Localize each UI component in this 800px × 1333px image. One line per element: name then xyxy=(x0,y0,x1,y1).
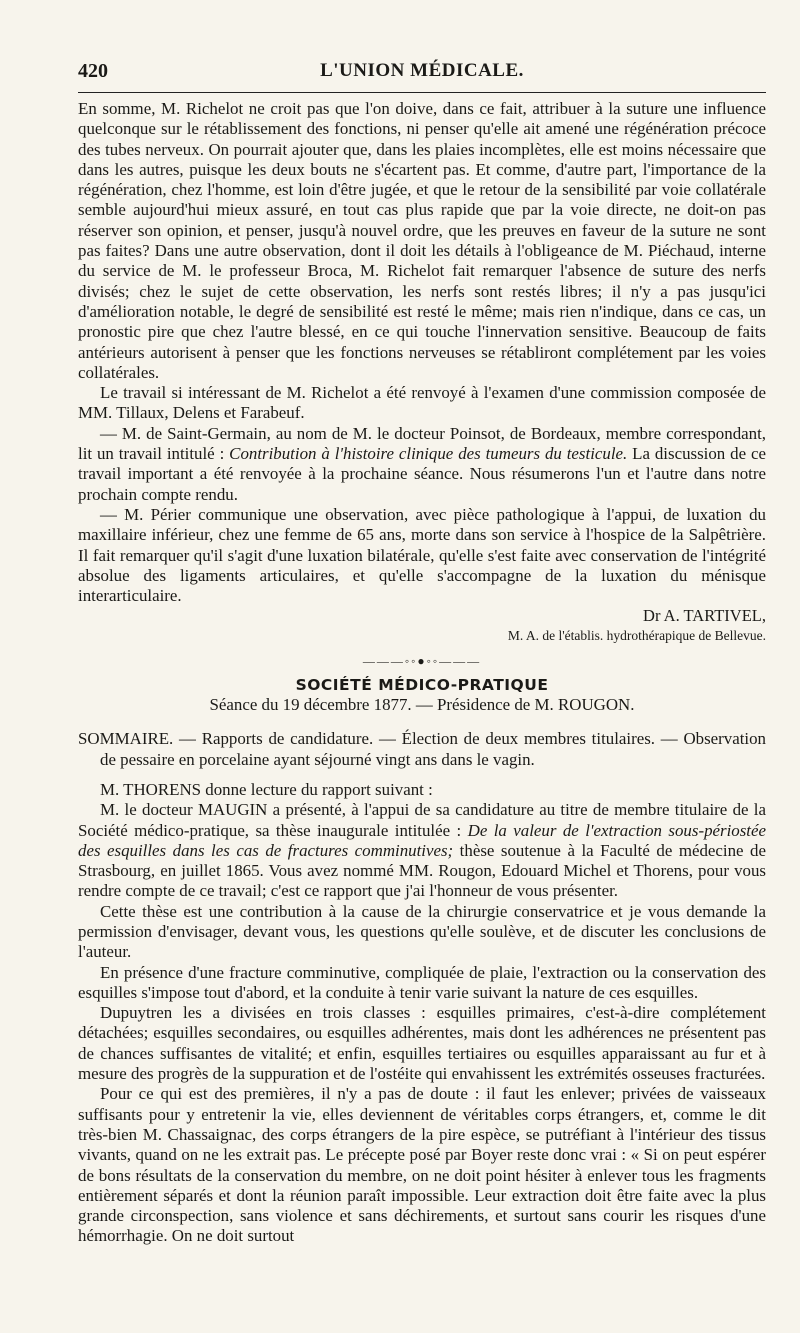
paragraph-text: La discussion de ce travail important a été renvoyée à la prochaine séance. Nous résumerons l'un et l'autre dans notre prochain compte rendu. xyxy=(78,444,766,504)
work-title: Contribution à l'histoire clinique des tumeurs du testicule. xyxy=(229,444,628,464)
paragraph: Le travail si intéressant de M. Richelot a été renvoyé à l'examen d'une commission composée de MM. Tillaux, Delens et Farabeuf. xyxy=(78,383,766,423)
paragraph: En présence d'une fracture comminutive, compliquée de plaie, l'extraction ou la conservation des esquilles s'impose tout d'abord, et la conduite à tenir varie suivant la nature de ces esquilles. xyxy=(78,962,766,1002)
signature-name: Dr A. TARTIVEL, xyxy=(643,606,766,626)
paragraph: Cette thèse est une contribution à la cause de la chirurgie conservatrice et je vous demande la permission d'envisager, devant vous, les questions qu'elle soulève, et de discuter les conclusions de l'auteur. xyxy=(78,901,766,962)
paragraph xyxy=(78,800,766,901)
page-number: 420 xyxy=(78,60,108,82)
section-title: SOCIÉTÉ MÉDICO-PRATIQUE xyxy=(295,675,549,694)
thesis-title: De la valeur de l'extraction sous-périostée des esquilles dans les cas de fractures comminutives; xyxy=(78,820,766,860)
summary-text: — Rapports de candidature. — Élection de deux membres titulaires. — Observation de pessaire en porcelaine ayant séjourné vingt ans dans le vagin. xyxy=(100,729,766,769)
paragraph xyxy=(78,424,766,505)
paragraph: — M. Périer communique une observation, avec pièce pathologique à l'appui, de luxation du maxillaire inférieur, chez une femme de 65 ans, morte dans son service à l'hospice de la Salpêtrière. Il fait remarquer qu'il s'agit d'une luxation bilatérale, qu'elle s'est faite avec conservation de l'intégrité absolue des ligaments articulaires, et qu'elle s'accompagne de la luxation du ménisque interarticulaire. xyxy=(78,504,766,606)
paragraph-text: thèse soutenue à la Faculté de médecine de Strasbourg, en juillet 1865. Vous avez nommé MM. Rougon, Edouard Michel et Thorens, pour vous rendre compte de ce travail; c'est ce rapport que j'ai l'honneur de vous présenter. xyxy=(78,840,766,901)
paragraph: Dupuytren les a divisées en trois classes : esquilles primaires, c'est-à-dire complétement détachées; esquilles secondaires, ou esquilles adhérentes, mais dont les adhérences ne présentent pas de chances suffisantes de vitalité; et enfin, esquilles tertiaires ou esquilles apparaissant au fur et à mesure des progrès de la suppuration et de l'ostéite qui envahissent les extrémités osseuses fracturées. xyxy=(78,1003,766,1084)
person-name: MAUGIN xyxy=(197,800,268,820)
paragraph-text: M. le docteur xyxy=(100,800,198,820)
person-name: M. THORENS xyxy=(100,779,202,799)
running-title: L'UNION MÉDICALE. xyxy=(320,60,524,81)
signature-affiliation: M. A. de l'établis. hydrothérapique de Bellevue. xyxy=(507,627,766,643)
paragraph-text: donne lecture du rapport suivant : xyxy=(201,779,433,799)
page-header xyxy=(78,58,766,88)
paragraph: Pour ce qui est des premières, il n'y a pas de doute : il faut les enlever; privées de vaisseaux suffisants pour y entretenir la vie, elles deviennent de véritables corps étrangers, et, comme le dit très-bien M. Chassaignac, des corps étrangers de la pire espèce, se putréfiant à l'intérieur des tissus vivants, quand on ne les extrait pas. Le précepte posé par Boyer reste donc vrai : « Si on peut espérer de bons résultats de la conservation du membre, on ne doit point hésiter à enlever tous les fragments entièrement séparés et dont la réunion paraît impossible. Leur extraction doit être faite avec la plus grande circonspection, sans violence et sans déchirements, et surtout sans courir les risques d'une hémorrhagie. On ne doit surtout xyxy=(78,1084,766,1246)
summary-label: SOMMAIRE. xyxy=(78,729,174,749)
article-body xyxy=(78,99,766,1247)
spacer xyxy=(78,770,766,780)
session-line: Séance du 19 décembre 1877. — Présidence de M. ROUGON. xyxy=(209,695,635,715)
paragraph-text: — M. de Saint-Germain, au nom de M. le docteur Poinsot, de Bordeaux, membre correspondant, lit un travail intitulé : xyxy=(78,423,766,464)
header-rule xyxy=(78,92,766,93)
paragraph: En somme, M. Richelot ne croit pas que l'on doive, dans ce fait, attribuer à la suture une influence quelconque sur le rétablissement des fonctions, ni penser qu'elle ait amené une régénération précoce des tubes nerveux. On pourrait ajouter que, dans les plaies incomplètes, elle est moins nécessaire que dans les autres, puisque les deux bouts ne s'écartent pas. Et comme, d'autre part, l'importance de la régénération, chez l'homme, est loin d'être jugée, et que le retour de la sensibilité par voie collatérale semble aujourd'hui mieux assuré, en tout cas plus rapide que par la voie directe, ne doit-on pas réserver son opinion, et penser, jusqu'à nouvel ordre, que les preuves en faveur de la suture ne sont pas faites? Dans une autre observation, dont il doit les détails à l'obligeance de M. Piéchaud, interne du service de M. le professeur Broca, M. Richelot fait remarquer l'absence de suture des nerfs divisés; chez le sujet de cette observation, les nerfs sont restés libres; il n'y a pas jusqu'ici d'amélioration notable, le degré de sensibilité est resté le même; mais rien n'indique, dans ce cas, un pronostic pire que chez l'autre blessé, en ce qui touche l'innervation sensitive. Beaucoup de faits antérieurs autorisent à penser que les fonctions nerveuses se rétabliront complétement par les voies collatérales. xyxy=(78,99,766,382)
summary xyxy=(78,729,766,770)
paragraph-text: a présenté, à l'appui de sa candidature au titre de membre titulaire de la Société médico-pratique, sa thèse inaugurale intitulée : xyxy=(78,800,766,840)
paragraph xyxy=(78,780,766,800)
section-ornament: ———◦◦●◦◦——— xyxy=(362,653,482,668)
